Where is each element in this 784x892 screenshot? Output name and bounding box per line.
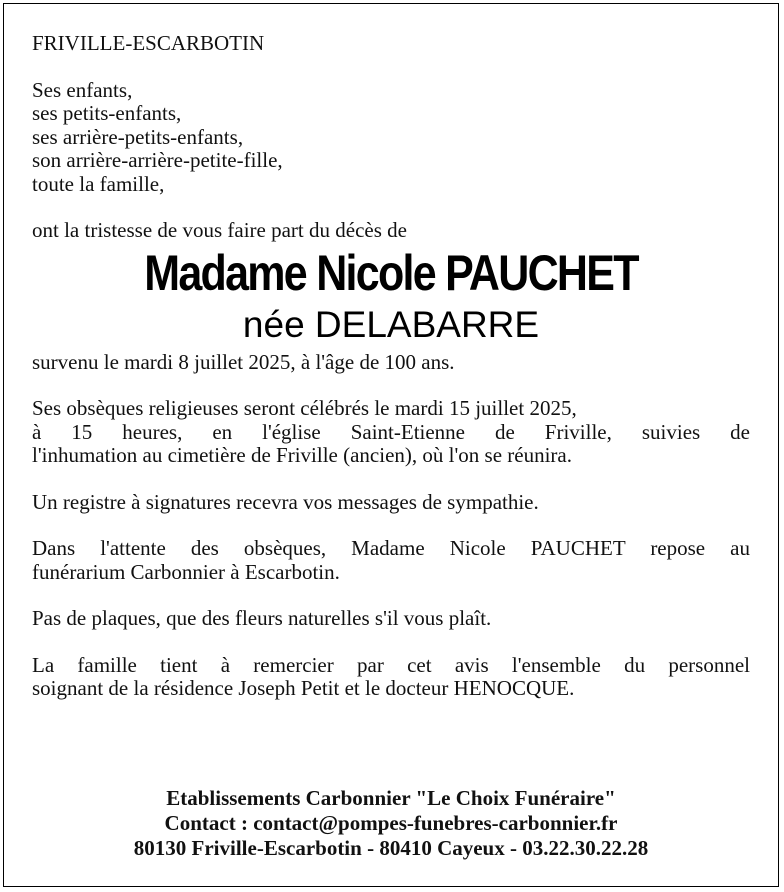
rest-info — [32, 537, 750, 584]
funeral-line-3: l'inhumation au cimetière de Friville (ancien), où l'on se réunira. — [32, 443, 572, 467]
address-line: 80130 Friville-Escarbotin - 80410 Cayeux - 03.22.30.22.28 — [133, 836, 649, 860]
company-name: Etablissements Carbonnier "Le Choix Funéraire" — [166, 786, 616, 810]
family-line: son arrière-arrière-petite-fille, — [32, 148, 283, 172]
family-line: ses arrière-petits-enfants, — [32, 124, 244, 149]
death-info: survenu le mardi 8 juillet 2025, à l'âge de 100 ans. — [32, 349, 455, 374]
rest-line-1: Dans l'attente des obsèques, Madame Nicole PAUCHET repose au — [32, 536, 750, 560]
contact-line: Contact : contact@pompes-funebres-carbonnier.fr — [164, 811, 618, 835]
family-line: toute la famille, — [32, 171, 165, 196]
deceased-name: Madame Nicole PAUCHET — [144, 244, 638, 301]
maiden-name: née DELABARRE — [242, 303, 540, 345]
family-line: Ses enfants, — [32, 77, 133, 102]
thanks-line-2: soignant de la résidence Joseph Petit et le docteur HENOCQUE. — [32, 676, 575, 700]
family-line: ses petits-enfants, — [32, 101, 182, 125]
family-list — [32, 79, 750, 197]
thanks-info — [32, 654, 750, 701]
announcement-text: ont la tristesse de vous faire part du décès de — [32, 218, 407, 242]
flowers-text: Pas de plaques, que des fleurs naturelles s'il vous plaît. — [32, 606, 492, 630]
funeral-info — [32, 397, 750, 468]
funeral-line-1: Ses obsèques religieuses seront célébrés le mardi 15 juillet 2025, — [32, 396, 577, 420]
funeral-home-footer — [4, 786, 778, 861]
notice-body — [32, 32, 750, 701]
rest-line-2: funérarium Carbonnier à Escarbotin. — [32, 559, 340, 584]
obituary-notice — [3, 3, 779, 887]
thanks-line-1: La famille tient à remercier par cet avis l'ensemble du personnel — [32, 652, 750, 677]
funeral-line-2: à 15 heures, en l'église Saint-Etienne de Friville, suivies de — [32, 419, 750, 444]
location-heading: FRIVILLE-ESCARBOTIN — [32, 31, 265, 55]
registry-text: Un registre à signatures recevra vos messages de sympathie. — [32, 489, 539, 514]
